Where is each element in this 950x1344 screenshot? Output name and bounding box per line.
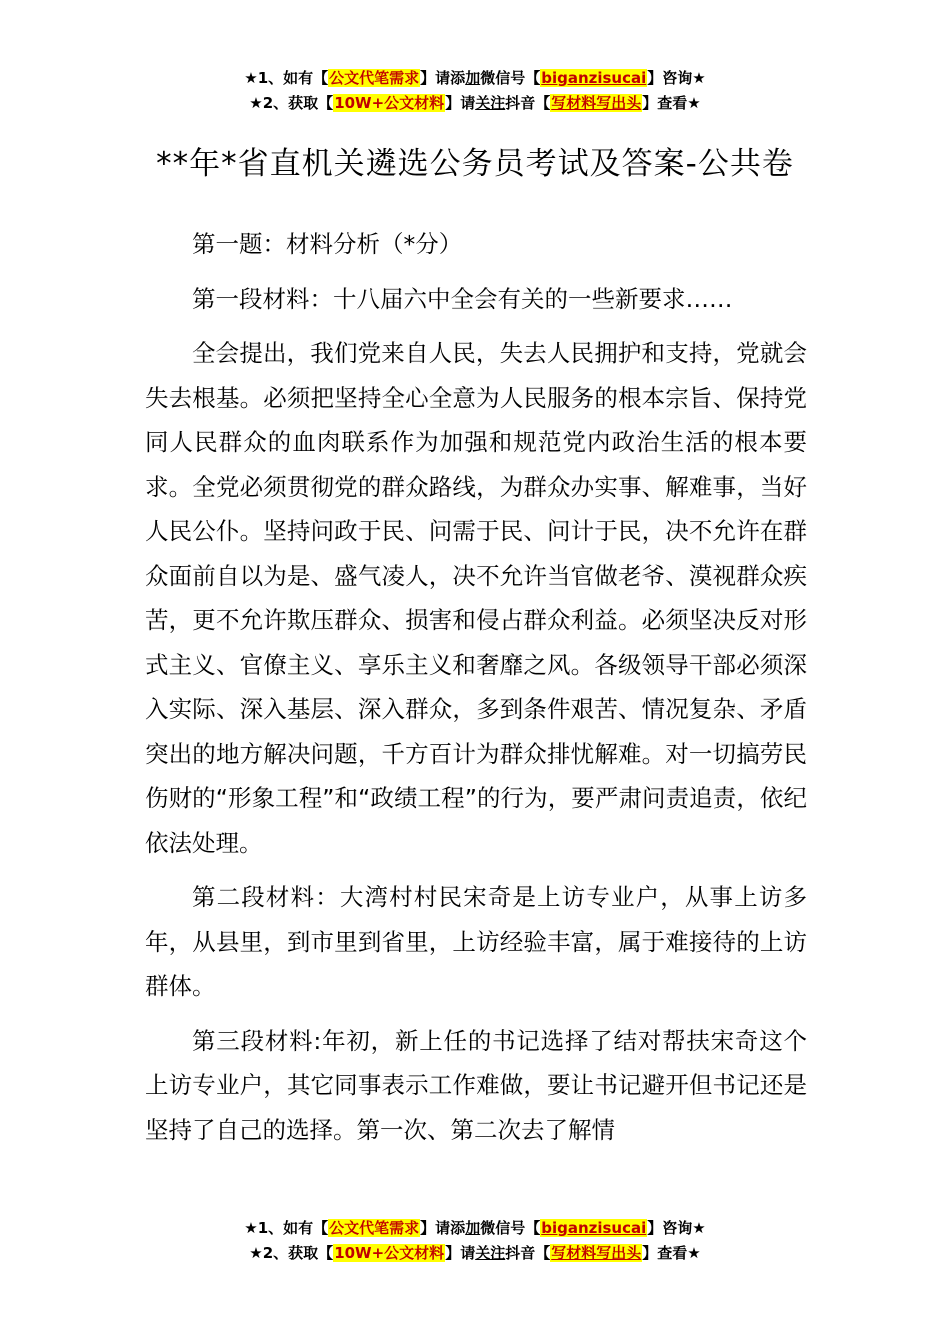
promo-text: 】咨询★ [647,69,706,87]
promo-text: 微信号【 [480,1219,541,1237]
promo-text: 】请 [445,1244,476,1262]
promo-wechat-id: biganzisucai [541,1219,647,1237]
promo-text: ★1、如有【 [244,69,329,87]
promo-text: 抖音【 [505,94,551,112]
promo-text: 】咨询★ [647,1219,706,1237]
promo-line-2 [0,91,950,116]
promo-text: 】请添 [420,1219,466,1237]
promo-banner-bottom [0,1216,950,1266]
promo-line-1 [0,1216,950,1241]
promo-text: 】查看★ [642,94,701,112]
promo-text: ★2、获取【 [249,94,334,112]
document-title: **年*省直机关遴选公务员考试及答案-公共卷 [156,145,794,182]
promo-highlight: 10W+公文材料 [334,94,445,112]
promo-douyin-account: 写材料写出头 [551,1244,642,1262]
promo-wechat-id: biganzisucai [541,69,647,87]
promo-text: 微信号【 [480,69,541,87]
promo-highlight: 公文代笔需求 [329,69,420,87]
material-2-text: 第二段材料：大湾村村民宋奇是上访专业户，从事上访多年，从县里，到市里到省里，上访经验丰富，属于难接待的上访群体。 [145,883,807,1000]
promo-text: ★2、获取【 [249,1244,334,1262]
promo-text: 】查看★ [642,1244,701,1262]
promo-highlight: 10W+公文材料 [334,1244,445,1262]
promo-line-1 [0,66,950,91]
material-1-text: 全会提出，我们党来自人民，失去人民拥护和支持，党就会失去根基。必须把坚持全心全意为人民服务的根本宗旨、保持党同人民群众的血肉联系作为加强和规范党内政治生活的根本要求。全党必须贯彻党的群众路线，为群众办实事、解难事，当好人民公仆。坚持问政于民、问需于民、问计于民，决不允许在群众面前自以为是、盛气凌人，决不允许当官做老爷、漠视群众疾苦，更不允许欺压群众、损害和侵占群众利益。必须坚决反对形式主义、官僚主义、享乐主义和奢靡之风。各级领导干部必须深入实际、深入基层、深入群众，多到条件艰苦、情况复杂、矛盾突出的地方解决问题，千方百计为群众排忧解难。对一切搞劳民伤财的“形象工程”和“政绩工程”的行为，要严肃问责追责，依纪依法处理。 [145,339,807,857]
promo-text-underlined: 关注 [475,1244,506,1262]
promo-banner-top [0,66,950,116]
promo-text: 抖音【 [505,1244,551,1262]
promo-text: 】请添 [420,69,466,87]
promo-highlight: 公文代笔需求 [329,1219,420,1237]
promo-text-underlined: 关注 [475,94,506,112]
promo-text: 】请 [445,94,476,112]
document-body [145,222,807,1162]
promo-text-underlined: 加 [465,1219,481,1237]
promo-line-2 [0,1241,950,1266]
question-heading: 第一题：材料分析（*分） [192,230,463,258]
material-3-text: 第三段材料:年初，新上任的书记选择了结对帮扶宋奇这个上访专业户，其它同事表示工作难做，要让书记避开但书记还是坚持了自己的选择。第一次、第二次去了解情 [145,1026,807,1144]
material-1-heading: 第一段材料：十八届六中全会有关的一些新要求…… [192,284,733,313]
promo-text: ★1、如有【 [244,1219,329,1237]
promo-text-underlined: 加 [465,69,481,87]
promo-douyin-account: 写材料写出头 [551,94,642,112]
